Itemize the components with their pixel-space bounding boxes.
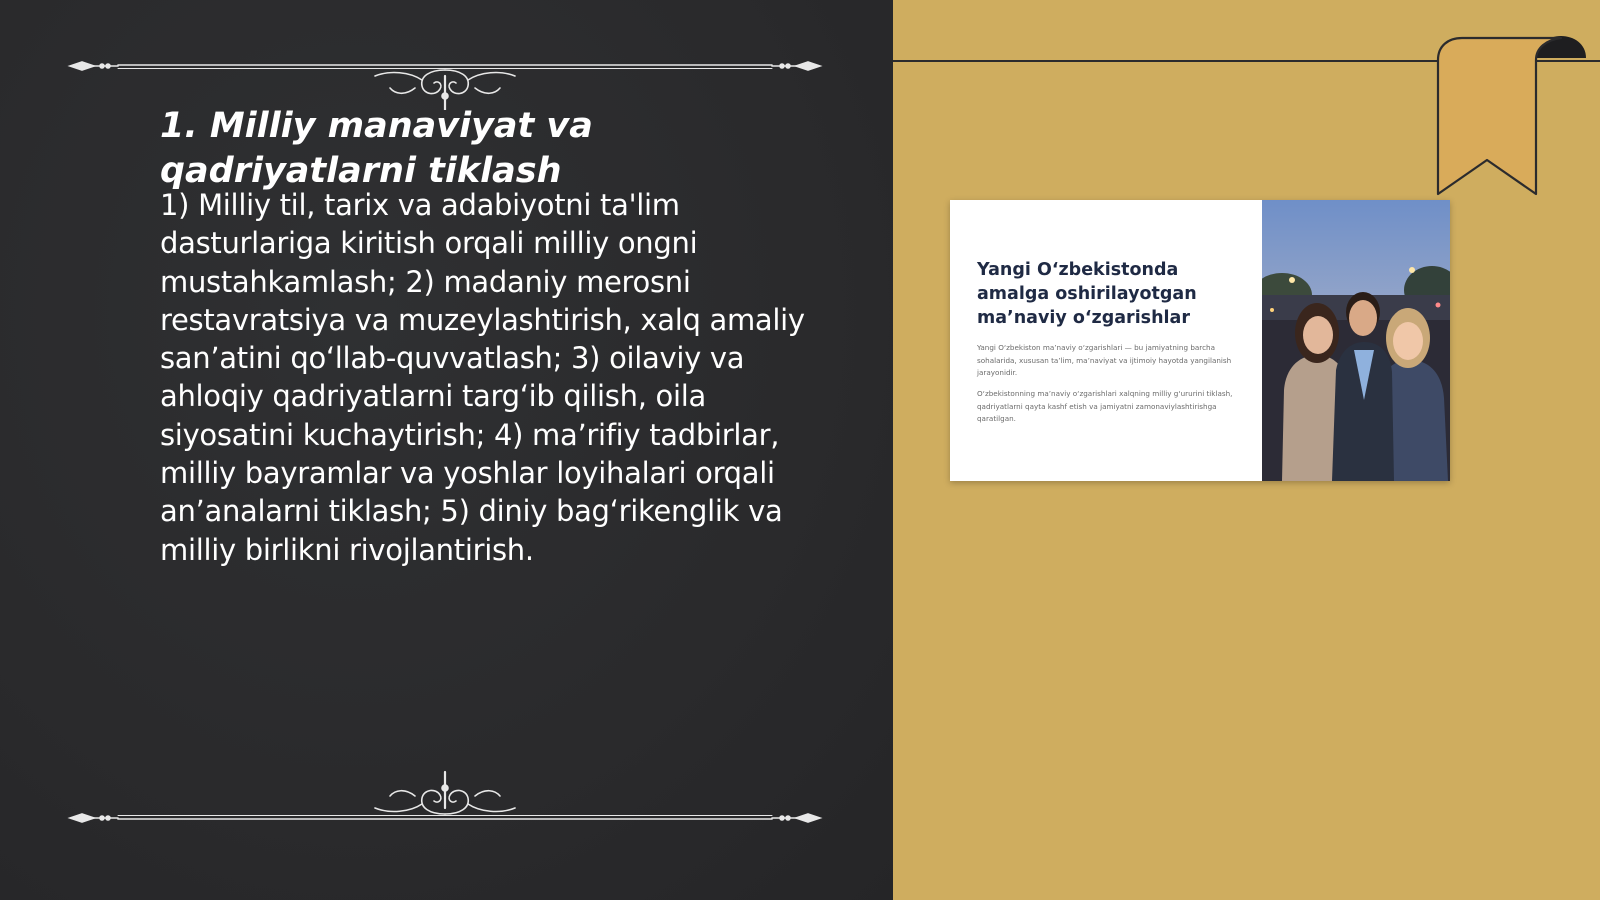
card-title: Yangi O‘zbekistonda amalga oshirilayotgan ma’naviy o‘zgarishlar [977,260,1197,328]
card-paragraph-2: O‘zbekistonning ma’naviy o‘zgarishlari xalqning milliy g‘ururini tiklash, qadriyatlarni qayta kashf etish va jamiyatni zamonaviylashtirishga qaratilgan. [977,389,1233,423]
slide-body-text: 1) Milliy til, tarix va adabiyotni ta'lim dasturlariga kiritish orqali milliy ongni mustahkamlash; 2) madaniy merosni restavratsiya va muzeylashtirish, xalq amaliy san’atini qo‘llab-quvvatlash; 3) oilaviy va ahloqiy qadriyatlarni targ‘ib qilish, oila siyosatini kuchaytirish; 4) ma’rifiy tadbirlar, milliy bayramlar va yoshlar loyihalari orqali an’analarni tiklash; 5) diniy bag‘rikenglik va milliy birlikni rivojlantirish. [160,188,805,567]
top-ornament-divider-icon [60,40,830,110]
card-text-area [950,200,1262,481]
embedded-slide-card [950,200,1450,481]
bottom-ornament-divider-icon [60,770,830,840]
card-paragraph-1: Yangi O‘zbekiston ma’naviy o‘zgarishlari — bu jamiyatning barcha sohalarida, xususan ta’lim, ma’naviyat va ijtimoiy hayotda yangilanish jarayonidir. [977,343,1232,377]
group-photo [1262,200,1450,481]
slide-title: 1. Milliy manaviyat va qadriyatlarni tiklash [160,106,593,191]
bookmark-ribbon-icon [1436,36,1586,196]
